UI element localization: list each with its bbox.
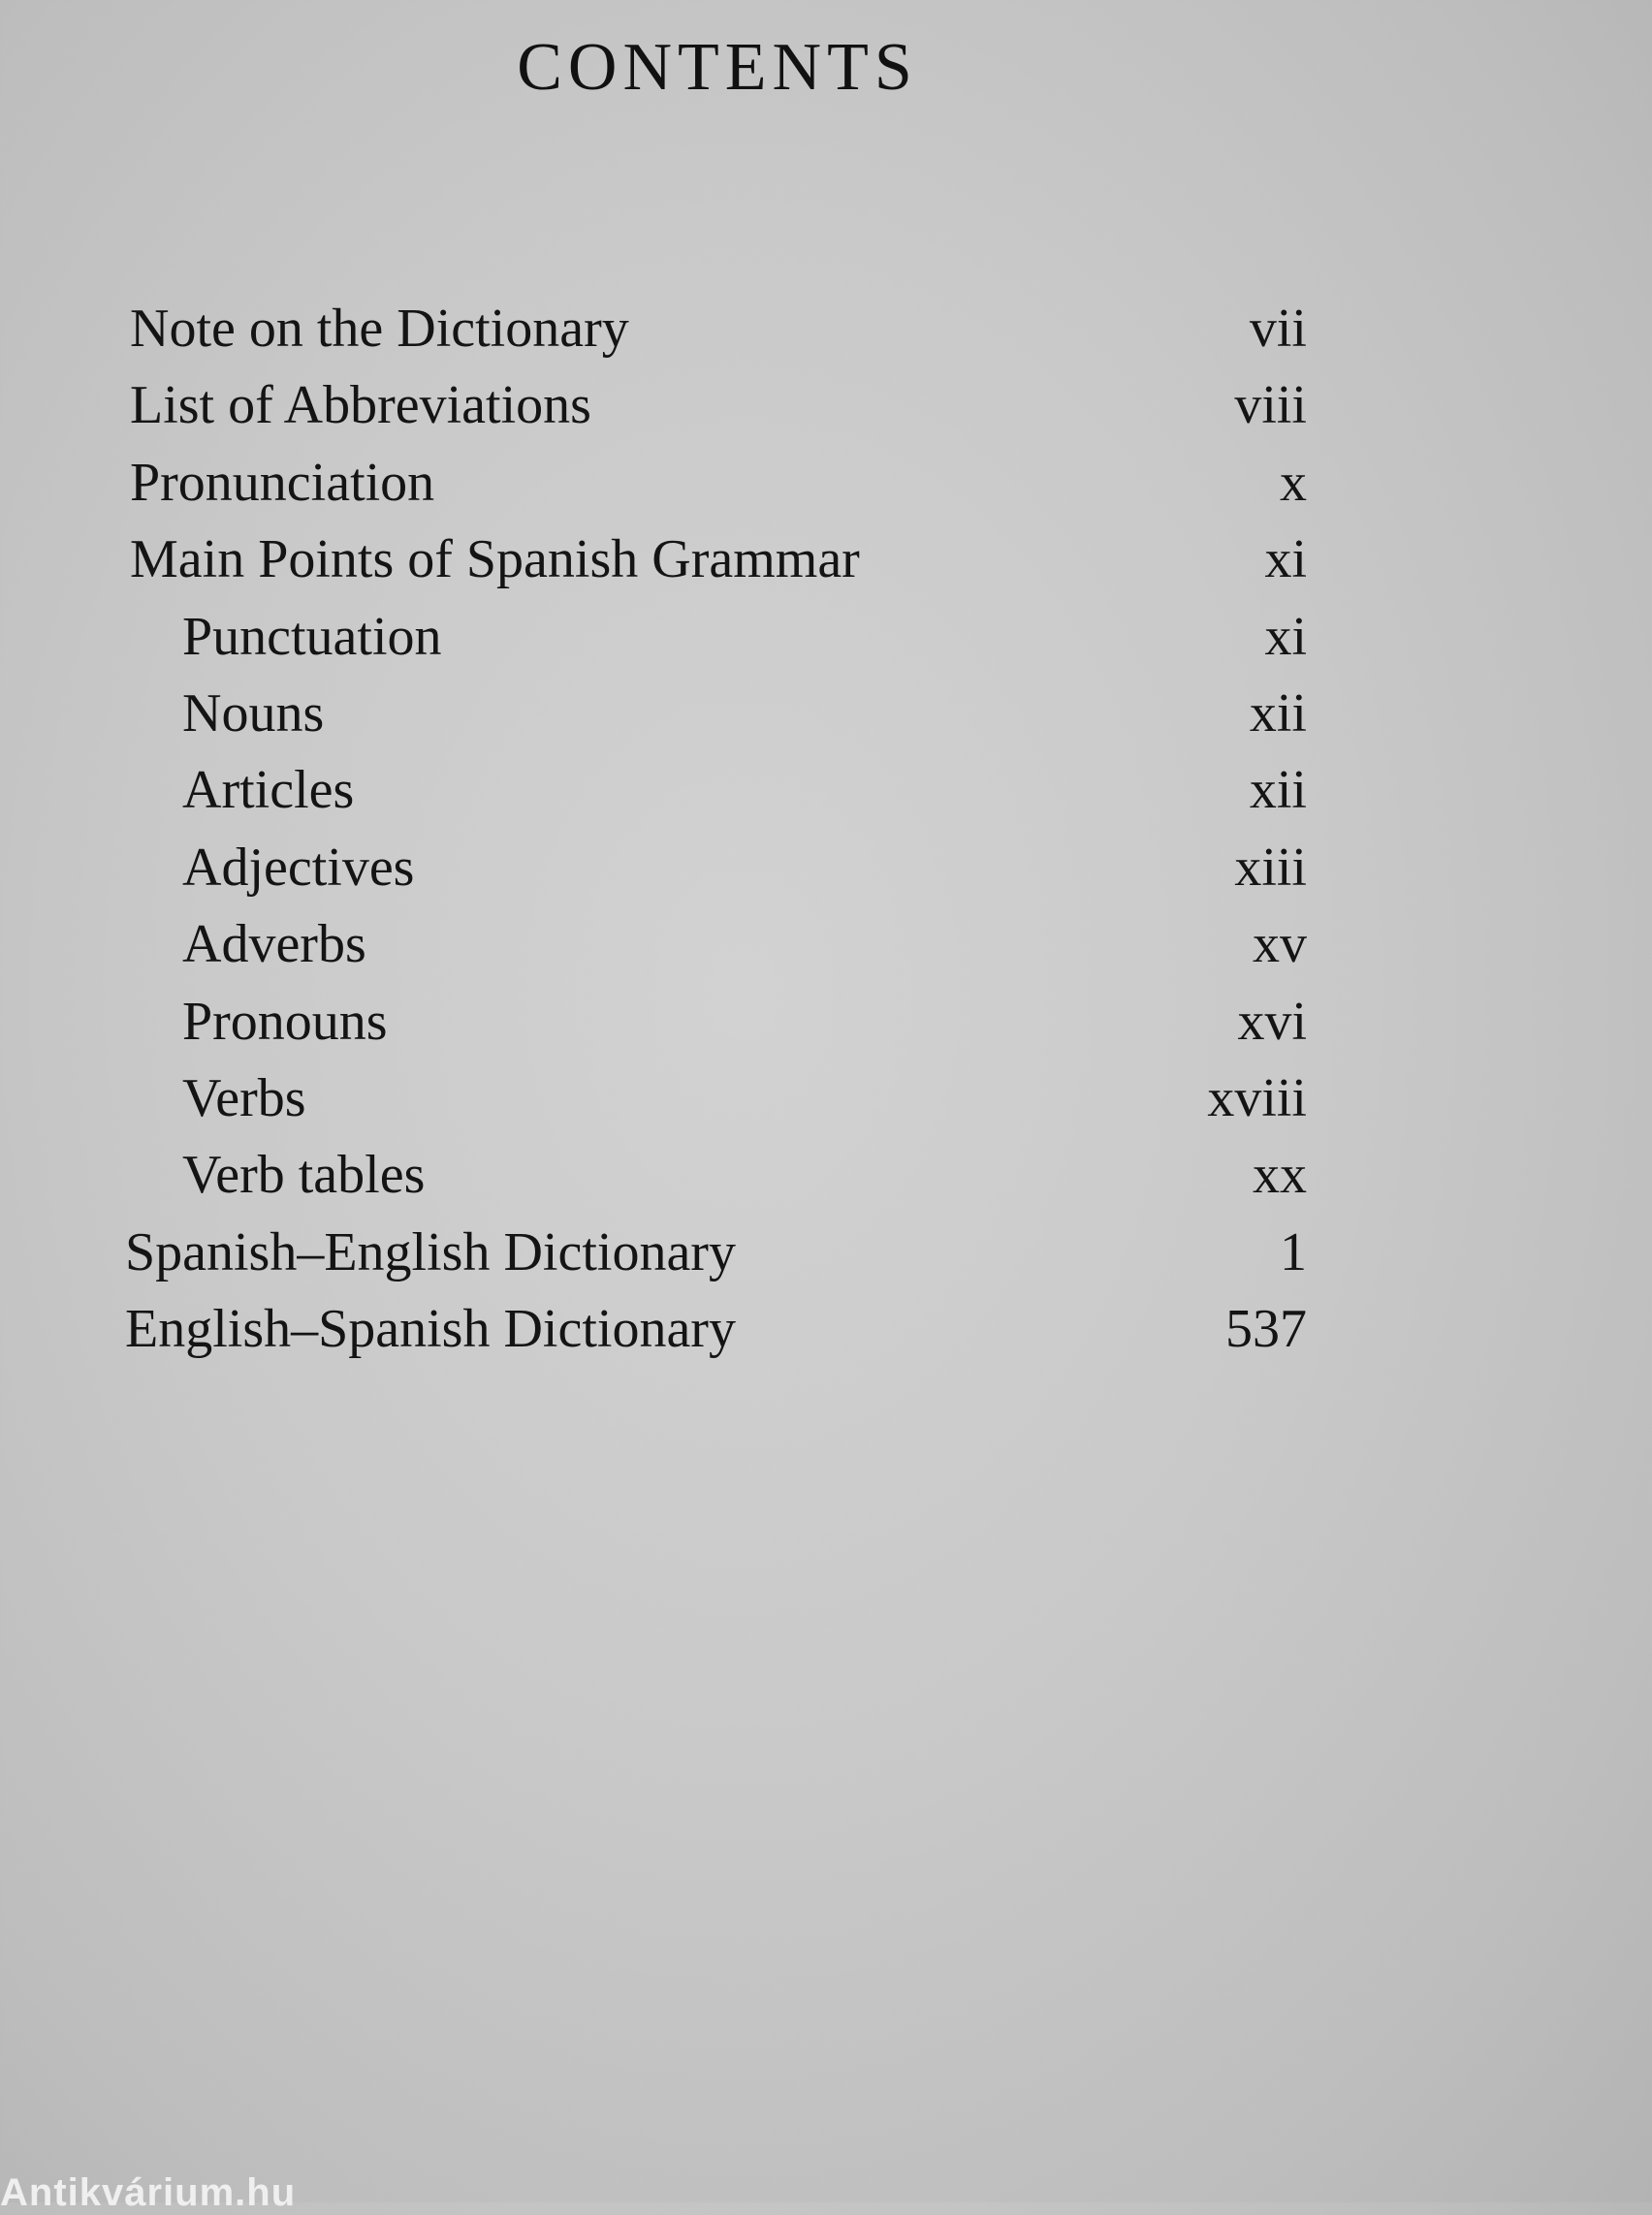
watermark: Antikvárium.hu [0,2171,297,2214]
toc-entry-title: Main Points of Spanish Grammar [130,529,860,590]
toc-entry-page: xii [1249,760,1307,821]
toc-entry-page: viii [1234,375,1307,436]
toc-entry-title: Articles [182,760,355,821]
toc-entry-page: xvi [1237,991,1307,1052]
toc-entry-title: Spanish–English Dictionary [125,1221,736,1282]
toc-entry-page: xiii [1234,837,1307,898]
toc-entry-title: Nouns [182,682,325,744]
toc-entry-title: Punctuation [182,606,442,667]
toc-subentry [130,984,1307,1060]
toc-entry-title: Verb tables [182,1145,426,1206]
toc-entry-page: xii [1249,682,1307,744]
toc-entry [130,291,1307,367]
toc-entry [125,1215,1307,1291]
toc-subentry [130,906,1307,983]
contents-heading: CONTENTS [517,30,918,105]
toc-entry-page: xviii [1207,1067,1307,1128]
toc-entry-title: List of Abbreviations [130,375,591,436]
toc-entry-title: Verbs [182,1067,306,1128]
toc-entry-title: Pronouns [182,991,388,1052]
toc-subentry [130,1060,1307,1137]
toc-entry-title: Note on the Dictionary [130,299,629,359]
table-of-contents [125,291,1307,1368]
toc-subentry [130,752,1307,829]
toc-entry-page: x [1280,452,1307,513]
toc-entry-page: xv [1253,914,1307,975]
toc-entry-page: xi [1264,529,1307,590]
toc-entry-page: vii [1249,299,1307,359]
toc-entry-page: 1 [1280,1221,1307,1282]
toc-entry-title: Adverbs [182,914,366,975]
toc-entry [130,522,1307,598]
toc-entry [125,1291,1307,1368]
toc-entry [130,445,1307,522]
toc-entry [130,367,1307,444]
toc-subentry [130,830,1307,906]
toc-entry-page: xi [1264,606,1307,667]
toc-subentry [130,599,1307,676]
toc-entry-page: 537 [1225,1299,1307,1360]
toc-subentry [130,1137,1307,1214]
toc-entry-title: English–Spanish Dictionary [125,1299,736,1360]
toc-entry-title: Adjectives [182,837,415,898]
toc-subentry [130,676,1307,752]
toc-entry-page: xx [1253,1145,1307,1206]
toc-entry-title: Pronunciation [130,452,435,513]
